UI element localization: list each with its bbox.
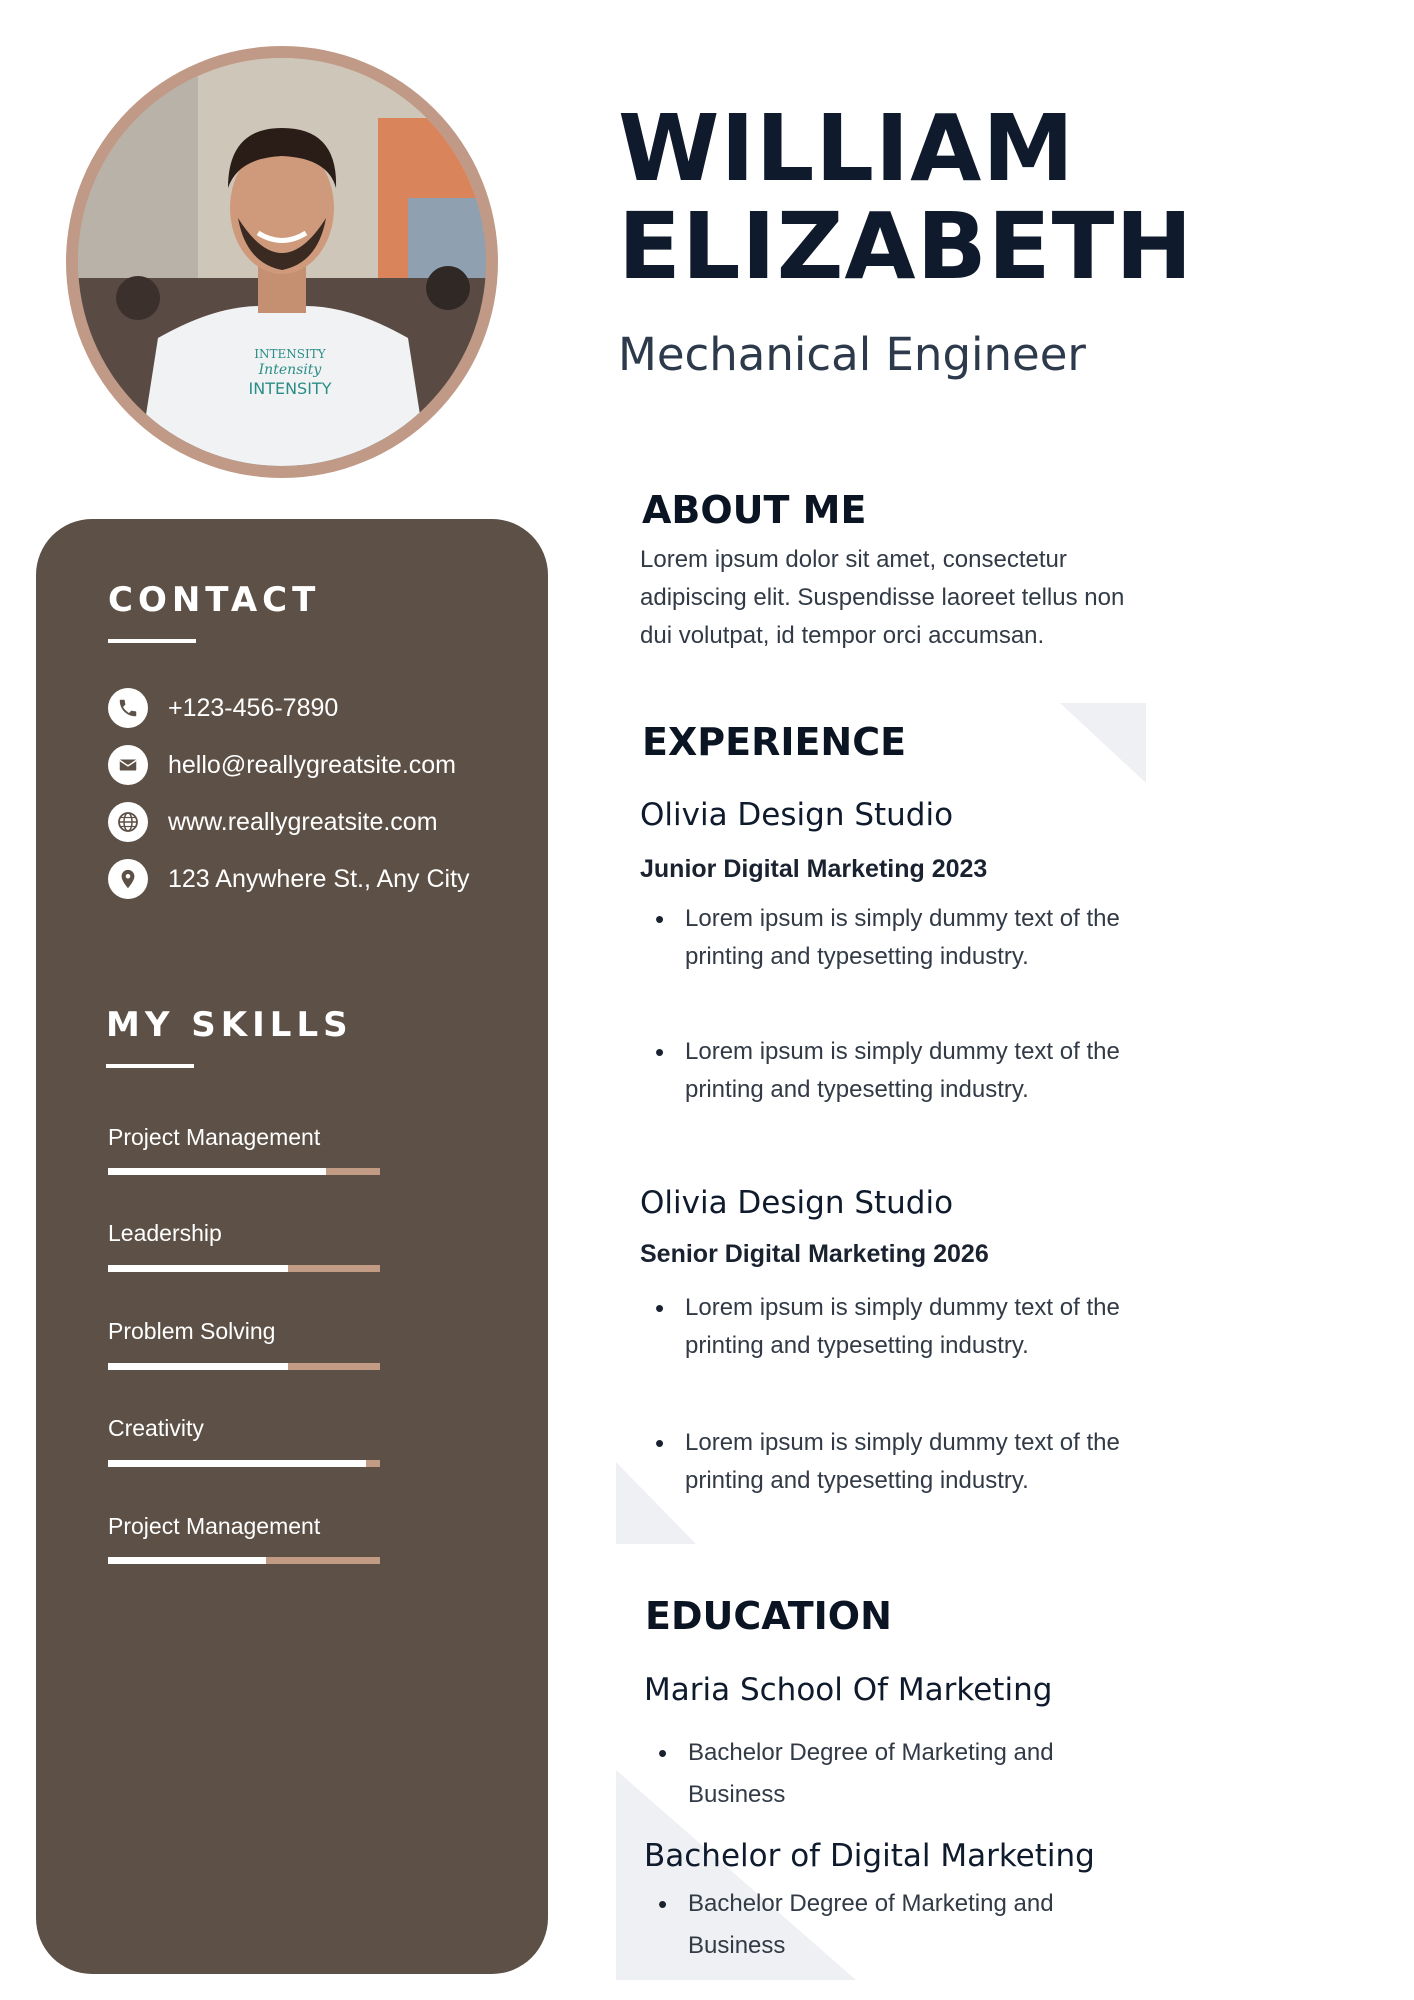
skill-bar bbox=[108, 1265, 380, 1272]
globe-icon bbox=[108, 802, 148, 842]
job-bullet: • Lorem ipsum is simply dummy text of the printing and typesetting industry. bbox=[655, 900, 1125, 976]
about-heading: ABOUT ME bbox=[642, 488, 867, 532]
job-title: Junior Digital Marketing 2023 bbox=[640, 855, 988, 883]
first-name: WILLIAM bbox=[618, 95, 1075, 202]
shirt-print: INTENSITY bbox=[254, 347, 326, 361]
skill-label: Problem Solving bbox=[108, 1318, 276, 1344]
contact-phone[interactable] bbox=[108, 686, 338, 730]
job-bullet: • Lorem ipsum is simply dummy text of the printing and typesetting industry. bbox=[655, 1289, 1125, 1365]
shirt-print: Intensity bbox=[258, 362, 322, 378]
company-name: Olivia Design Studio bbox=[640, 797, 954, 833]
skill-bar bbox=[108, 1168, 380, 1175]
skills-heading: MY SKILLS bbox=[106, 1005, 353, 1045]
experience-heading: EXPERIENCE bbox=[642, 720, 907, 764]
contact-website[interactable] bbox=[108, 800, 438, 844]
decorative-triangle bbox=[1060, 703, 1146, 783]
skill-label: Leadership bbox=[108, 1220, 222, 1246]
profile-photo bbox=[66, 46, 498, 478]
company-name: Olivia Design Studio bbox=[640, 1185, 954, 1221]
shirt-print: INTENSITY bbox=[248, 379, 332, 398]
skills-underline bbox=[106, 1064, 194, 1068]
contact-email[interactable] bbox=[108, 743, 456, 787]
contact-heading: CONTACT bbox=[108, 580, 321, 620]
school-name: Bachelor of Digital Marketing bbox=[644, 1838, 1095, 1874]
job-title: Senior Digital Marketing 2026 bbox=[640, 1240, 989, 1268]
skill-bar-fill bbox=[108, 1557, 266, 1564]
mail-icon bbox=[108, 745, 148, 785]
skill-label: Project Management bbox=[108, 1513, 321, 1539]
skill-bar-fill bbox=[108, 1363, 288, 1370]
contact-address bbox=[108, 857, 470, 901]
last-name: ELIZABETH bbox=[618, 193, 1194, 300]
skill-bar-fill bbox=[108, 1265, 288, 1272]
skill-bar-fill bbox=[108, 1168, 326, 1175]
phone-icon bbox=[108, 688, 148, 728]
skill-bar-fill bbox=[108, 1460, 366, 1467]
address-text: 123 Anywhere St., Any City bbox=[168, 864, 470, 893]
website-text: www.reallygreatsite.com bbox=[168, 807, 438, 836]
portrait-illustration bbox=[78, 58, 486, 466]
about-text: Lorem ipsum dolor sit amet, consectetur adipiscing elit. Suspendisse laoreet tellus non dui volutpat, id tempor orci accumsan. bbox=[640, 546, 1125, 649]
photo-image bbox=[78, 58, 486, 466]
job-bullet: • Lorem ipsum is simply dummy text of the printing and typesetting industry. bbox=[655, 1424, 1125, 1500]
education-bullet: • Bachelor Degree of Marketing and Business bbox=[658, 1883, 1128, 1967]
education-heading: EDUCATION bbox=[645, 1594, 892, 1638]
skill-label: Creativity bbox=[108, 1415, 204, 1441]
skill-label: Project Management bbox=[108, 1124, 321, 1150]
job-bullet: • Lorem ipsum is simply dummy text of the printing and typesetting industry. bbox=[655, 1033, 1125, 1109]
skill-bar bbox=[108, 1557, 380, 1564]
education-bullet: • Bachelor Degree of Marketing and Business bbox=[658, 1732, 1128, 1816]
job-role: Mechanical Engineer bbox=[618, 328, 1086, 381]
contact-underline bbox=[108, 639, 196, 643]
location-icon bbox=[108, 859, 148, 899]
skill-bar bbox=[108, 1363, 380, 1370]
skill-bar bbox=[108, 1460, 380, 1467]
phone-text: +123-456-7890 bbox=[168, 693, 339, 722]
full-name bbox=[618, 95, 1194, 300]
school-name: Maria School Of Marketing bbox=[644, 1672, 1053, 1708]
email-text: hello@reallygreatsite.com bbox=[168, 750, 457, 779]
